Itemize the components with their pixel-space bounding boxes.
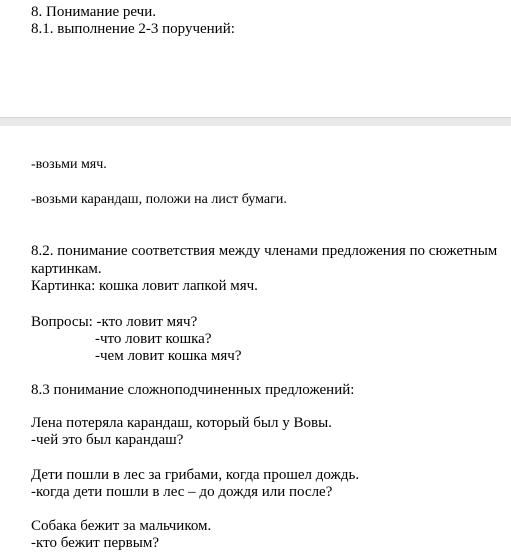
document-page-bottom bbox=[0, 126, 511, 557]
question-line: -что ловит кошка? bbox=[95, 331, 212, 347]
section-heading: 8. Понимание речи. bbox=[31, 4, 157, 20]
sentence-line: Дети пошли в лес за грибами, когда прошел дождь. bbox=[31, 467, 360, 483]
task-line: -возьми карандаш, положи на лист бумаги. bbox=[31, 192, 287, 207]
picture-description: Картинка: кошка ловит лапкой мяч. bbox=[31, 278, 258, 294]
question-line: -когда дети пошли в лес – до дождя или после? bbox=[31, 484, 333, 500]
question-line: Вопросы: -кто ловит мяч? bbox=[31, 314, 198, 330]
subsection-heading: 8.1. выполнение 2-3 поручений: bbox=[31, 21, 235, 37]
subsection-heading: 8.3 понимание сложноподчиненных предложений: bbox=[31, 382, 355, 398]
question-line: -чей это был карандаш? bbox=[31, 432, 184, 448]
sentence-line: Собака бежит за мальчиком. bbox=[31, 518, 212, 534]
subsection-heading-continued: картинкам. bbox=[31, 261, 102, 277]
subsection-heading: 8.2. понимание соответствия между членами предложения по сюжетным bbox=[31, 243, 498, 259]
page-break bbox=[0, 117, 511, 126]
task-line: -возьми мяч. bbox=[31, 157, 107, 172]
document-page-top bbox=[0, 0, 511, 117]
sentence-line: Лена потеряла карандаш, который был у Вовы. bbox=[31, 415, 332, 431]
question-line: -кто бежит первым? bbox=[31, 535, 159, 551]
question-line: -чем ловит кошка мяч? bbox=[95, 348, 242, 364]
